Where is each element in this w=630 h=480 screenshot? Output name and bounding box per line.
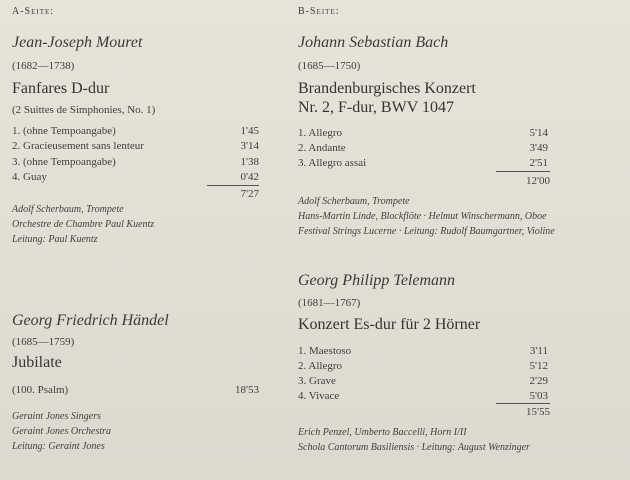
time-bach-3: 2'51 [529, 157, 548, 169]
work-psalm-handel: (100. Psalm) [12, 384, 69, 396]
track-mouret-3: 3. (ohne Tempoangabe) [12, 156, 116, 168]
time-mouret-3: 1'38 [240, 156, 259, 168]
performer-mouret-2: Orchestre de Chambre Paul Kuentz [12, 219, 155, 230]
track-mouret-4: 4. Guay [12, 171, 47, 183]
composer-telemann: Georg Philipp Telemann [298, 272, 456, 289]
work-title-bach-1: Brandenburgisches Konzert [298, 80, 476, 97]
track-telemann-3: 3. Grave [298, 375, 336, 387]
track-telemann-4: 4. Vivace [298, 390, 340, 402]
performer-mouret-1: Adolf Scherbaum, Trompete [12, 204, 124, 215]
time-handel: 18'53 [235, 384, 259, 396]
performer-handel-2: Geraint Jones Orchestra [12, 426, 112, 437]
composer-bach: Johann Sebastian Bach [298, 34, 449, 51]
work-title-mouret: Fanfares D-dur [12, 80, 110, 97]
time-bach-2: 3'49 [529, 142, 548, 154]
time-mouret-1: 1'45 [240, 125, 259, 137]
performer-bach-1: Adolf Scherbaum, Trompete [298, 196, 410, 207]
performer-telemann-1: Erich Penzel, Umberto Baccelli, Horn I/II [298, 427, 467, 438]
side-b-label: B-Seite: [298, 6, 340, 17]
time-bach-1: 5'14 [529, 127, 548, 139]
track-bach-1: 1. Allegro [298, 127, 342, 139]
work-title-bach-2: Nr. 2, F-dur, BWV 1047 [298, 99, 454, 116]
side-a-label: A-Seite: [12, 6, 55, 17]
total-telemann: 15'55 [526, 406, 550, 418]
years-mouret: (1682—1738) [12, 60, 75, 72]
track-bach-2: 2. Andante [298, 142, 346, 154]
years-handel: (1685—1759) [12, 336, 75, 348]
total-bach: 12'00 [526, 175, 550, 187]
track-telemann-1: 1. Maestoso [298, 345, 352, 357]
total-rule-mouret [207, 185, 259, 186]
performer-telemann-2: Schola Cantorum Basiliensis · Leitung: August Wenzinger [298, 442, 530, 453]
work-subtitle-mouret: (2 Suittes de Simphonies, No. 1) [12, 104, 156, 116]
time-telemann-4: 5'03 [529, 390, 548, 402]
performer-bach-3: Festival Strings Lucerne · Leitung: Rudolf Baumgartner, Violine [298, 226, 555, 237]
performer-bach-2: Hans-Martin Linde, Blockflöte · Helmut Winschermann, Oboe [298, 211, 547, 222]
track-mouret-1: 1. (ohne Tempoangabe) [12, 125, 116, 137]
performer-handel-3: Leitung: Geraint Jones [12, 441, 105, 452]
years-bach: (1685—1750) [298, 60, 361, 72]
composer-mouret: Jean-Joseph Mouret [12, 34, 143, 51]
time-mouret-2: 3'14 [240, 140, 259, 152]
work-title-handel: Jubilate [12, 354, 62, 371]
total-rule-bach [496, 171, 550, 172]
time-telemann-2: 5'12 [529, 360, 548, 372]
performer-handel-1: Geraint Jones Singers [12, 411, 101, 422]
track-mouret-2: 2. Gracieusement sans lenteur [12, 140, 144, 152]
total-rule-telemann [496, 403, 550, 404]
time-mouret-4: 0'42 [240, 171, 259, 183]
track-bach-3: 3. Allegro assai [298, 157, 367, 169]
performer-mouret-3: Leitung: Paul Kuentz [12, 234, 98, 245]
work-title-telemann: Konzert Es-dur für 2 Hörner [298, 316, 481, 333]
total-mouret: 7'27 [240, 188, 259, 200]
years-telemann: (1681—1767) [298, 297, 361, 309]
time-telemann-1: 3'11 [529, 345, 548, 357]
time-telemann-3: 2'29 [529, 375, 548, 387]
composer-handel: Georg Friedrich Händel [12, 312, 169, 329]
track-telemann-2: 2. Allegro [298, 360, 342, 372]
